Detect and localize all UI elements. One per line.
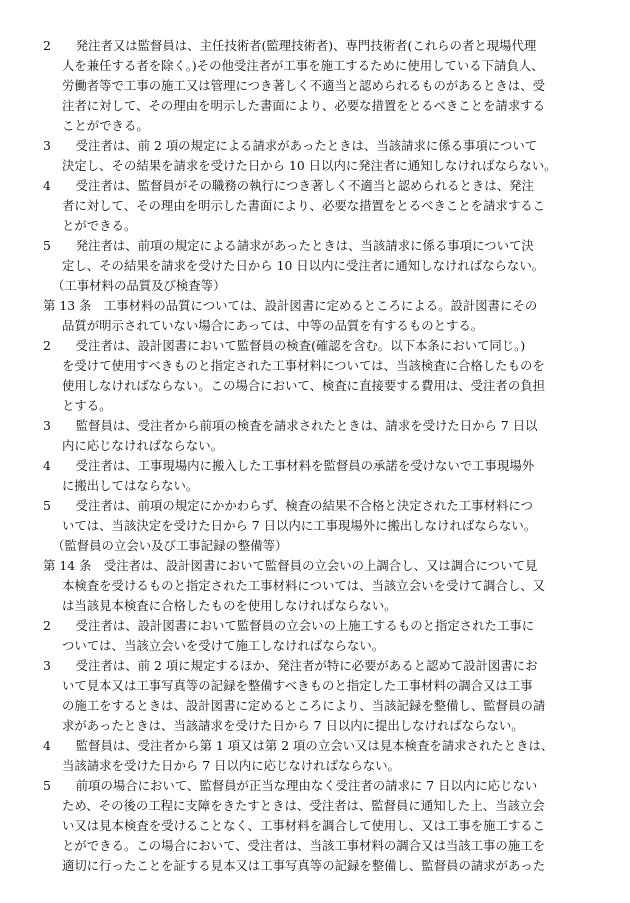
paragraph-12-4-line-3: とができる。: [62, 218, 137, 233]
paragraph-12-3-line-1: 3 受注者は、前 2 項の規定による請求があったときは、当該請求に係る事項について: [43, 138, 538, 153]
paragraph-14-3-line-3: の施工をするときは、設計図書に定めるところにより、当該記録を整備し、監督員の請: [62, 698, 546, 713]
paragraph-12-4-line-2: 者に対して、その理由を明示した書面により、必要な措置をとるべきことを請求するこ: [62, 198, 545, 213]
paragraph-12-5-line-1: 5 発注者は、前項の規定による請求があったときは、当該請求に係る事項について決: [43, 238, 534, 253]
paragraph-13-3-line-1: 3 監督員は、受注者から前項の検査を請求されたときは、請求を受けた日から 7 日以: [43, 418, 538, 433]
paragraph-12-2-line-5: ことができる。: [62, 118, 149, 133]
paragraph-14-5-line-4: とができる。この場合において、受注者は、当該工事材料の調合又は当該工事の施工を: [62, 838, 545, 853]
paragraph-13-4-line-1: 4 受注者は、工事現場内に搬入した工事材料を監督員の承諾を受けないで工事現場外: [43, 458, 535, 473]
article-14-line-1: 第 14 条 受注者は、設計図書において監督員の立会いの上調合し、又は調合について見: [43, 558, 538, 573]
paragraph-12-2-line-4: 注者に対して、その理由を明示した書面により、必要な措置をとるべきことを請求する: [62, 98, 545, 113]
paragraph-13-2-line-1: 2 受注者は、設計図書において監督員の検査(確認を含む。以下本条において同じ。): [43, 338, 526, 353]
paragraph-13-5-line-1: 5 受注者は、前項の規定にかかわらず、検査の結果不合格と決定された工事材料につ: [43, 498, 533, 513]
paragraph-12-4-line-1: 4 受注者は、監督員がその職務の執行につき著しく不適当と認められるときは、発注: [43, 178, 534, 193]
article-14-line-2: 本検査を受けるものと指定された工事材料については、当該立会いを受けて調合し、又: [62, 578, 545, 593]
paragraph-13-2-line-3: 使用しなければならない。この場合において、検査に直接要する費用は、受注者の負担: [62, 378, 545, 393]
paragraph-14-4-line-2: 当該請求を受けた日から 7 日以内に応じなければならない。: [62, 758, 400, 773]
paragraph-12-2-line-3: 労働者等で工事の施工又は管理につき著しく不適当と認められるものがあるときは、受: [62, 78, 545, 93]
paragraph-13-2-line-2: を受けて使用すべきものと指定された工事材料については、当該検査に合格したものを: [62, 358, 545, 373]
paragraph-14-2-line-1: 2 受注者は、設計図書において監督員の立会いの上施工するものと指定された工事に: [43, 618, 535, 633]
article-14-caption: （監督員の立会い及び工事記録の整備等）: [52, 538, 288, 553]
paragraph-12-2-line-2: 人を兼任する者を除く。)その他受注者が工事を施工するために使用している下請負人、: [62, 58, 544, 73]
paragraph-13-3-line-2: 内に応じなければならない。: [62, 438, 224, 453]
paragraph-12-2-line-1: 2 発注者又は監督員は、主任技術者(監理技術者)、専門技術者(これらの者と現場代理: [43, 38, 537, 53]
paragraph-14-2-line-2: ついては、当該立会いを受けて施工しなければならない。: [62, 638, 385, 653]
article-13-caption: （工事材料の品質及び検査等）: [52, 278, 226, 293]
paragraph-14-5-line-1: 5 前項の場合において、監督員が正当な理由なく受注者の請求に 7 日以内に応じない: [43, 778, 538, 793]
paragraph-14-3-line-1: 3 受注者は、前 2 項に規定するほか、発注者が特に必要があると認めて設計図書にお: [43, 658, 538, 673]
paragraph-14-5-line-3: い又は見本検査を受けることなく、工事材料を調合して使用し、又は工事を施工するこ: [62, 818, 545, 833]
article-14-line-3: は当該見本検査に合格したものを使用しなければならない。: [62, 598, 397, 613]
paragraph-13-4-line-2: に搬出してはならない。: [62, 478, 199, 493]
article-13-line-1: 第 13 条 工事材料の品質については、設計図書に定めるところによる。設計図書にその: [43, 298, 538, 313]
paragraph-14-4-line-1: 4 監督員は、受注者から第 1 項又は第 2 項の立会い又は見本検査を請求されたときは、: [43, 738, 554, 753]
paragraph-14-5-line-2: ため、その後の工程に支障をきたすときは、受注者は、監督員に通知した上、当該立会: [62, 798, 545, 813]
paragraph-14-3-line-2: いて見本又は工事写真等の記録を整備すべきものと指定した工事材料の調合又は工事: [62, 678, 533, 693]
paragraph-14-3-line-4: 求があったときは、当該請求を受けた日から 7 日以内に提出しなければならない。: [62, 718, 524, 733]
paragraph-12-5-line-2: 定し、その結果を請求を受けた日から 10 日以内に受注者に通知しなければならない。: [62, 258, 545, 273]
paragraph-12-3-line-2: 決定し、その結果を請求を受けた日から 10 日以内に発注者に通知しなければならない。: [62, 158, 557, 173]
paragraph-13-5-line-2: いては、当該決定を受けた日から 7 日以内に工事現場外に搬出しなければならない。: [62, 518, 537, 533]
paragraph-14-5-line-5: 適切に行ったことを証する見本又は工事写真等の記録を整備し、監督員の請求があった: [62, 858, 546, 873]
article-13-line-2: 品質が明示されていない場合にあっては、中等の品質を有するものとする。: [62, 318, 484, 333]
paragraph-13-2-line-4: とする。: [62, 398, 112, 413]
